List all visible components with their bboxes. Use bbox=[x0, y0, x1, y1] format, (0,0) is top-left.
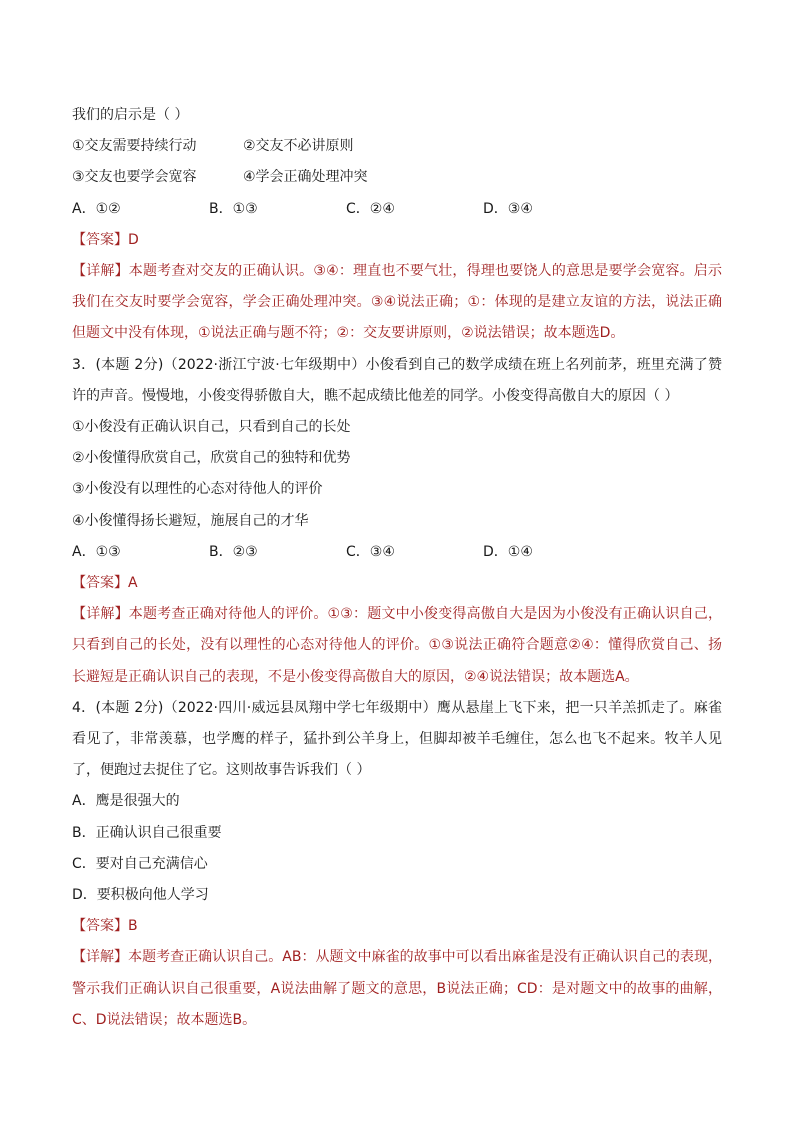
q4-option-d: D．要积极向他人学习 bbox=[72, 887, 209, 904]
q2-statement: ④学会正确处理冲突 bbox=[243, 169, 368, 186]
q2-explanation: 【详解】本题考查对交友的正确认识。③④：理直也不要气壮，得理也要饶人的意思是要学会宽容。启示我们在交友时要学会宽容，学会正确处理冲突。③④说法正确；①：体现的是建立友谊的方法，说法正确但题文中没有体现，①说法正确与题不符；②：交友要讲原则，②说法错误；故本题选D。 bbox=[72, 263, 722, 342]
q2-statement: ①交友需要持续行动 bbox=[72, 138, 197, 155]
q3-explanation: 【详解】本题考查正确对待他人的评价。①③：题文中小俊变得高傲自大是因为小俊没有正确认识自己，只看到自己的长处，没有以理性的心态对待他人的评价。①③说法正确符合题意②④：懂得欣赏自己、扬长避短是正确认识自己的表现，不是小俊变得高傲自大的原因，②④说法错误；故本题选A。 bbox=[72, 606, 722, 685]
q2-option-d: D．③④ bbox=[483, 200, 533, 217]
q4-explanation: 【详解】本题考查正确认识自己。AB：从题文中麻雀的故事中可以看出麻雀是没有正确认识自己的表现，警示我们正确认识自己很重要，A说法曲解了题文的意思，B说法正确；CD：是对题文中的故事的曲解，C、D说法错误；故本题选B。 bbox=[72, 949, 722, 1028]
q3-statement: ①小俊没有正确认识自己，只看到自己的长处 bbox=[72, 419, 351, 436]
q3-option-b: B．②③ bbox=[209, 543, 258, 560]
q2-statement: ③交友也要学会宽容 bbox=[72, 169, 197, 186]
q2-statement-row bbox=[72, 162, 722, 193]
q2-options bbox=[72, 194, 722, 225]
q2-statement: ②交友不必讲原则 bbox=[243, 138, 354, 155]
q4-stem: 4．(本题 2分)（2022·四川·威远县凤翔中学七年级期中）鹰从悬崖上飞下来，把一只羊羔抓走了。麻雀看见了，非常羡慕，也学鹰的样子，猛扑到公羊身上，但脚却被羊毛缠住，怎么也飞不起来。牧羊人见了，便跑过去捉住了它。这则故事告诉我们（ ） bbox=[72, 699, 722, 779]
q4-answer: 【答案】B bbox=[72, 918, 138, 935]
q3-options bbox=[72, 537, 722, 568]
q3-statement: ③小俊没有以理性的心态对待他人的评价 bbox=[72, 481, 323, 498]
question-content bbox=[72, 100, 722, 1036]
q3-statement: ②小俊懂得欣赏自己，欣赏自己的独特和优势 bbox=[72, 450, 351, 467]
q3-option-a: A．①③ bbox=[72, 543, 121, 560]
q3-statement: ④小俊懂得扬长避短，施展自己的才华 bbox=[72, 512, 309, 529]
q2-statement-row bbox=[72, 131, 722, 162]
q4-option-b: B．正确认识自己很重要 bbox=[72, 824, 222, 841]
q2-stem: 我们的启示是（ ） bbox=[72, 107, 189, 123]
q2-answer: 【答案】D bbox=[72, 231, 139, 248]
q4-option-c: C．要对自己充满信心 bbox=[72, 855, 208, 872]
q4-option-a: A．鹰是很强大的 bbox=[72, 793, 180, 810]
q2-option-b: B．①③ bbox=[209, 200, 258, 217]
q2-option-c: C．②④ bbox=[346, 200, 395, 217]
q3-stem: 3．(本题 2分)（2022·浙江宁波·七年级期中）小俊看到自己的数学成绩在班上名列前茅，班里充满了赞许的声音。慢慢地，小俊变得骄傲自大，瞧不起成绩比他差的同学。小俊变得高傲自大的原因（ ） bbox=[72, 356, 722, 404]
q3-option-d: D．①④ bbox=[483, 543, 533, 560]
q2-option-a: A．①② bbox=[72, 200, 121, 217]
q3-option-c: C．③④ bbox=[346, 543, 395, 560]
q3-answer: 【答案】A bbox=[72, 575, 138, 592]
